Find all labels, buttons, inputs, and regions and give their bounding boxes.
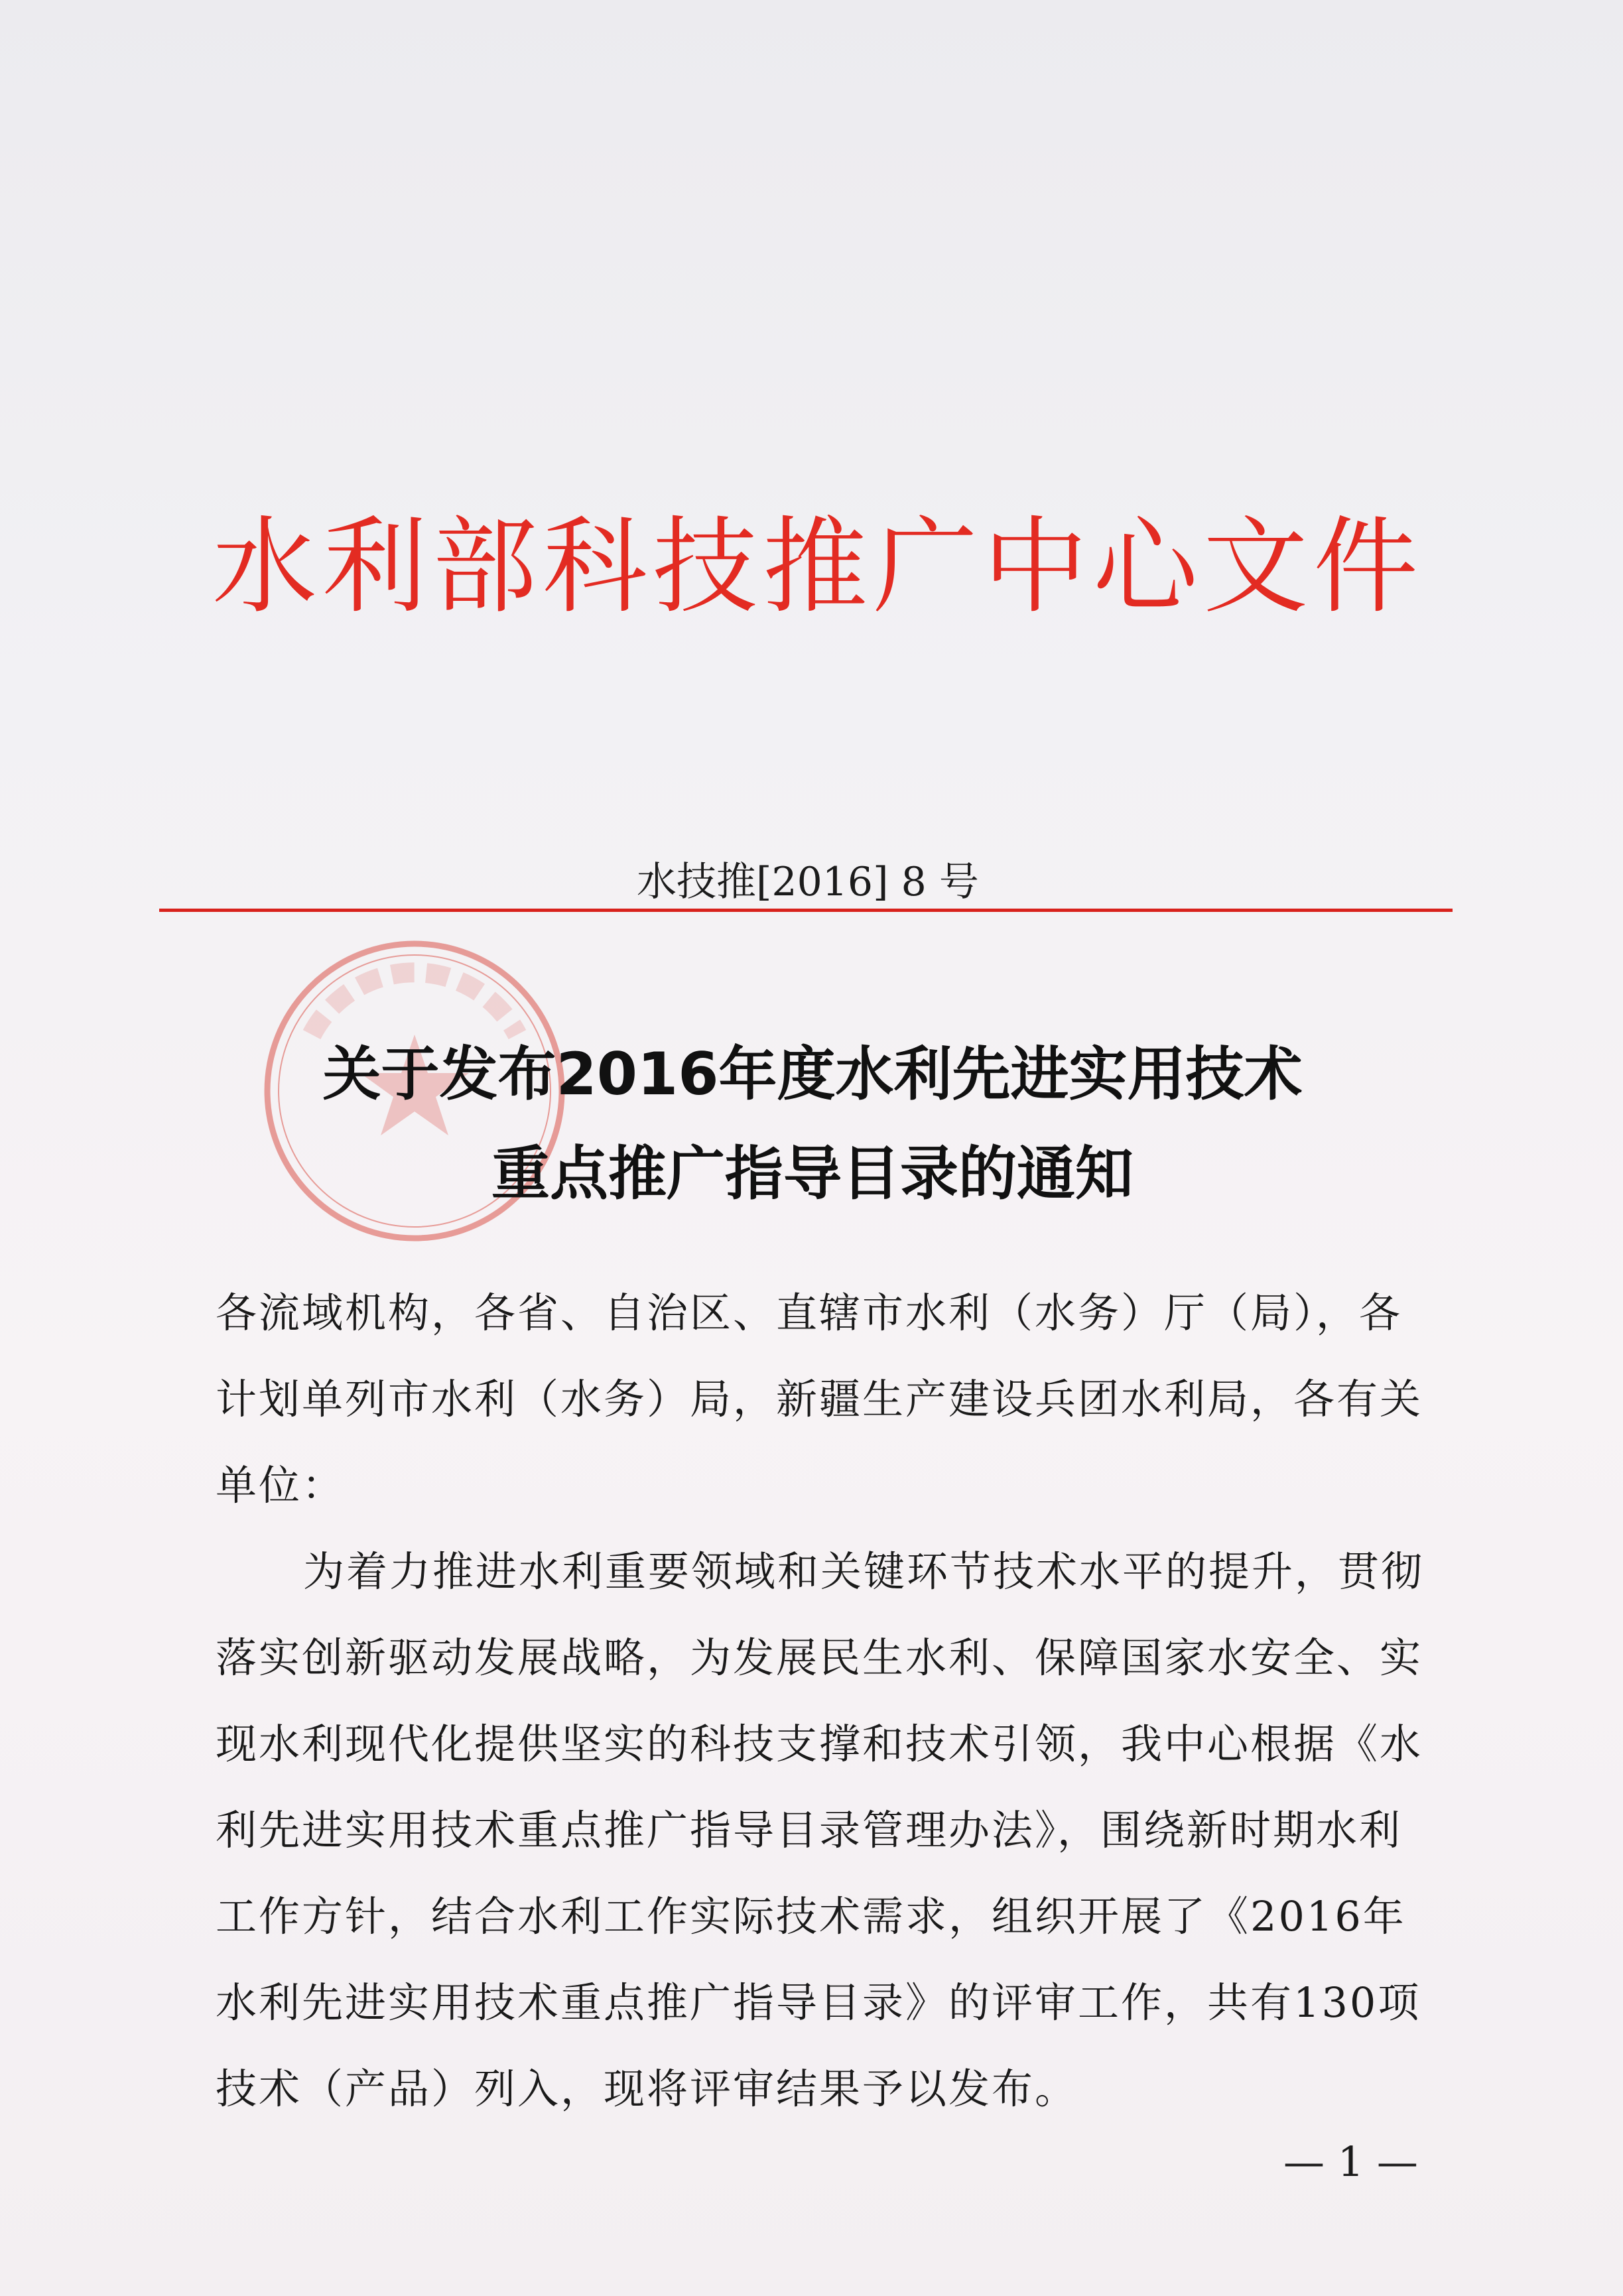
addressee-paragraph: 各流域机构，各省、自治区、直辖市水利（水务）厅（局），各计划单列市水利（水务）局，新疆生产建设兵团水利局，各有关单位： — [216, 1289, 1423, 1509]
red-separator-rule — [159, 909, 1453, 912]
page-number: — 1 — — [1283, 2137, 1418, 2186]
notice-title — [166, 1025, 1459, 1224]
notice-title-line-1: 关于发布2016年度水利先进实用技术 — [322, 1040, 1303, 1108]
notice-body — [216, 1270, 1429, 2132]
notice-title-line-2: 重点推广指导目录的通知 — [491, 1139, 1134, 1208]
document-number: 水技推[2016] 8 号 — [637, 859, 979, 905]
issuing-authority-header: 水利部科技推广中心文件 — [212, 506, 1423, 628]
body-paragraph-1: 为着力推进水利重要领域和关键环节技术水平的提升，贯彻落实创新驱动发展战略，为发展民生水利、保障国家水安全、实现水利现代化提供坚实的科技支撑和技术引领，我中心根据《水利先进实用技术重点推广指导目录管理办法》，围绕新时期水利工作方针，结合水利工作实际技术需求，组织开展了《2016年水利先进实用技术重点推广指导目录》的评审工作，共有130项技术（产品）列入，现将评审结果予以发布。 — [216, 1547, 1425, 2113]
